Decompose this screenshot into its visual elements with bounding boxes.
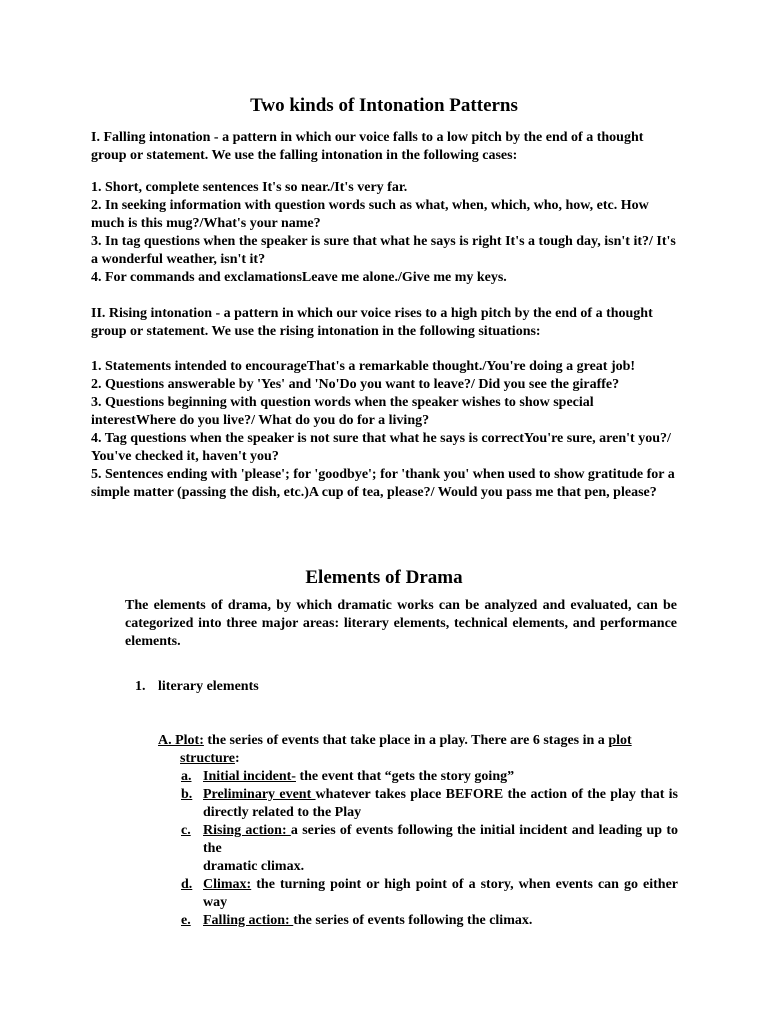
list-item: 4. Tag questions when the speaker is not sure that what he says is correctYou're sure, aren't you?/ You've checked it, haven't you? xyxy=(91,431,671,464)
list-item: 3. In tag questions when the speaker is sure that what he says is right It's a tough day, isn't it?/ It's a wonderful weather, isn't it? xyxy=(91,234,676,267)
drama-intro: The elements of drama, by which dramatic works can be analyzed and evaluated, can be categorized into three major areas: literary elements, technical elements, and performance elements. xyxy=(125,598,677,649)
stage-letter: e. xyxy=(181,913,191,928)
stage-term: Initial incident- xyxy=(203,769,296,784)
list-item: 1. Statements intended to encourageThat's a remarkable thought./You're doing a great job! xyxy=(91,359,636,374)
intonation-title: Two kinds of Intonation Patterns xyxy=(250,95,518,116)
literary-elements-heading xyxy=(135,678,259,696)
plot-stage-falling-action xyxy=(158,912,678,930)
plot-stage-climax xyxy=(158,876,678,912)
stage-desc: the turning point or high point of a story, when events can go either way xyxy=(203,877,678,910)
stage-letter: c. xyxy=(181,823,191,838)
list-item: 3. Questions beginning with question words when the speaker wishes to show special interestWhere do you live?/ What do you do for a living? xyxy=(91,395,594,428)
stage-desc: a series of events following the initial incident and leading up to the xyxy=(203,823,678,856)
rising-list xyxy=(91,358,681,502)
plot-stage-rising-action xyxy=(158,822,678,876)
plot-link[interactable]: plot xyxy=(608,733,632,748)
plot-heading xyxy=(158,732,678,768)
list-item: 1. Short, complete sentences It's so near./It's very far. xyxy=(91,180,408,195)
falling-intro xyxy=(91,129,681,165)
stage-desc: whatever takes place BEFORE the action of the play that is directly related to the Play xyxy=(203,787,678,820)
section-number: 1. xyxy=(135,679,146,694)
list-item: 2. In seeking information with question words such as what, when, which, who, how, etc. How much is this mug?/What's your name? xyxy=(91,198,649,231)
stage-term: Rising action: xyxy=(203,823,291,838)
list-item: 5. Sentences ending with 'please'; for 'goodbye'; for 'thank you' when used to show gratitude for a simple matter (passing the dish, etc.)A cup of tea, please?/ Would you pass me that pen, please? xyxy=(91,467,675,500)
rising-intro xyxy=(91,305,681,341)
stage-term: Falling action: xyxy=(203,913,294,928)
stage-term: Climax: xyxy=(203,877,252,892)
plot-colon: : xyxy=(234,751,240,766)
section-label: literary elements xyxy=(158,679,259,694)
plot-stage-preliminary-event xyxy=(158,786,678,822)
list-item: 4. For commands and exclamationsLeave me alone./Give me my keys. xyxy=(91,270,507,285)
stage-desc-continued: dramatic climax. xyxy=(203,859,305,874)
stage-desc: the event that “gets the story going” xyxy=(295,769,515,784)
plot-stage-initial-incident xyxy=(158,768,678,786)
falling-list xyxy=(91,179,681,287)
plot-text: the series of events that take place in a play. There are 6 stages in a xyxy=(203,733,609,748)
rising-intro-text: II. Rising intonation - a pattern in which our voice rises to a high pitch by the end of a thought group or statement. We use the rising intonation in the following situations: xyxy=(91,306,653,339)
falling-intro-text: I. Falling intonation - a pattern in which our voice falls to a low pitch by the end of a thought group or statement. We use the falling intonation in the following cases: xyxy=(91,130,644,163)
stage-letter: b. xyxy=(181,787,193,802)
list-item: 2. Questions answerable by 'Yes' and 'No'Do you want to leave?/ Did you see the giraffe? xyxy=(91,377,620,392)
drama-title: Elements of Drama xyxy=(305,567,463,588)
plot-section xyxy=(158,732,678,930)
stage-letter: a. xyxy=(181,769,192,784)
structure-link[interactable]: structure xyxy=(180,751,235,766)
stage-letter: d. xyxy=(181,877,193,892)
stage-term: Preliminary event xyxy=(203,787,316,802)
plot-letter: A. Plot: xyxy=(158,733,204,748)
stage-desc: the series of events following the climax. xyxy=(293,913,533,928)
